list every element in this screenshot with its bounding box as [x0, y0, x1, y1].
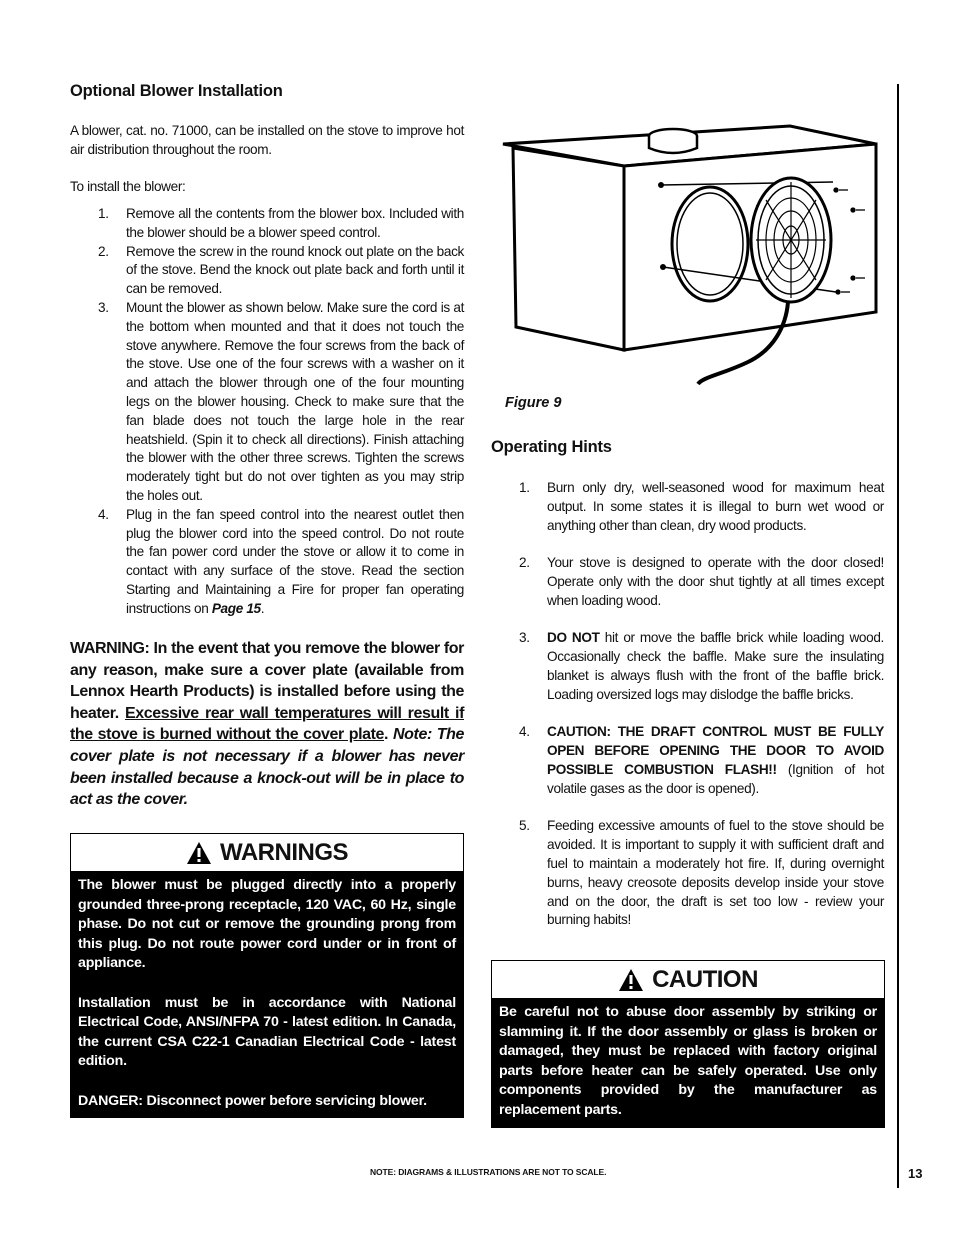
blower-figure [498, 122, 888, 390]
footer-note: NOTE: DIAGRAMS & ILLUSTRATIONS ARE NOT TO SCALE. [370, 1167, 607, 1177]
list-item: 1. Burn only dry, well-seasoned wood for maximum heat output. In some states it is illegal to burn wet wood or anything other than clean, dry wood products. [519, 480, 884, 533]
list-item: 4. Plug in the fan speed control into the nearest outlet then plug the blower cord into the speed control. Do not route the fan power cord under the stove or allow it to come in contact with any surface of the stove. Read the section Starting and Maintaining a Fire for proper fan operating instructions on Page 15. [98, 506, 464, 616]
list-item: 3. DO NOT hit or move the baffle brick while loading wood. Occasionally check the baffle. Make sure the insulating blanket is always flush with the front of the baffle brick. Loading oversized logs may dislodge the baffle bricks. [519, 630, 884, 702]
page-reference: Page 15 [211, 600, 261, 616]
to-install-label: To install the blower: [70, 179, 186, 194]
hints-list [491, 479, 884, 930]
caution-box-header [492, 961, 884, 998]
caution-title: CAUTION [652, 965, 758, 993]
list-item: 4. CAUTION: THE DRAFT CONTROL MUST BE FULLY OPEN BEFORE OPENING THE DOOR TO AVOID POSSIBLE COMBUSTION FLASH!! (Ignition of hot volatile gases as the door is opened). [519, 724, 885, 796]
section-heading-hints: Operating Hints [491, 438, 612, 456]
warnings-box [70, 833, 464, 1118]
list-item: 2. Remove the screw in the round knock out plate on the back of the stove. Bend the knock out plate back and forth until it can be removed. [98, 243, 464, 297]
list-item: 2. Your stove is designed to operate with the door closed! Operate only with the door shut tightly at all times except when loading wood. [519, 555, 884, 608]
install-steps-list [70, 205, 464, 619]
page-number: 13 [908, 1166, 923, 1181]
section-heading-blower: Optional Blower Installation [70, 82, 283, 100]
warnings-box-body: The blower must be plugged directly into a properly grounded three-prong receptacle, 120 VAC, 60 Hz, single phase. Do not cut or remove the grounding prong from this plug. Do not route power cord under or in front of appliance. Installation must be in accordance with National Electrical Code, ANSI/NFPA 70 - latest edition. In Canada, the current CSA C22-1 Canadian Electrical Code - latest edition. DANGER: Disconnect power before servicing blower. [71, 871, 463, 1117]
list-item: 1. Remove all the contents from the blower box. Included with the blower should be a blower speed control. [98, 206, 464, 240]
warning-paragraph: WARNING: In the event that you remove the blower for any reason, make sure a cover plate (available from Lennox Hearth Products) is installed before using the heater. Excessive rear wall temperatures will result if the stove is burned without the cover plate. Note: The cover plate is not necessary if a blower has never been installed because a knock-out will be in place to act as the cover. [70, 640, 464, 809]
warnings-box-header [71, 834, 463, 871]
list-item: 3. Mount the blower as shown below. Make sure the cord is at the bottom when mounted and that it does not touch the stove anywhere. Remove the four screws from the back of the stove. Use one of the four screws with a washer on it and attach the blower through one of the four mounting legs on the blower housing. Check to make sure that the fan blade does not touch the large hole in the rear heatshield. (Spin it to check all directions). Finish attaching the blower with the other three screws. Tighten the screws moderately tight but do not over tighten as you may strip the holes out. [98, 299, 464, 503]
caution-box [491, 960, 885, 1128]
warning-triangle-icon [618, 968, 644, 992]
intro-paragraph: A blower, cat. no. 71000, can be installed on the stove to improve hot air distribution throughout the room. [70, 123, 464, 157]
caution-box-body: Be careful not to abuse door assembly by striking or slamming it. If the door assembly or glass is broken or damaged, they must be replaced with factory original parts before heater can be safely operated. Use only components provided by the manufacturer as replacement parts. [492, 998, 884, 1127]
blower-illustration [498, 122, 888, 390]
warnings-title: WARNINGS [220, 838, 348, 866]
figure-caption: Figure 9 [505, 395, 562, 411]
warning-triangle-icon [186, 841, 212, 865]
list-item: 5. Feeding excessive amounts of fuel to the stove should be avoided. It is important to supply it with sufficient draft and fuel to maintain a moderately hot fire. If, during overnight burns, heavy creosote deposits develop inside your stove and on the door, the draft is set too low - review your burning habits! [519, 818, 884, 928]
page-edge-rule [897, 84, 899, 1188]
